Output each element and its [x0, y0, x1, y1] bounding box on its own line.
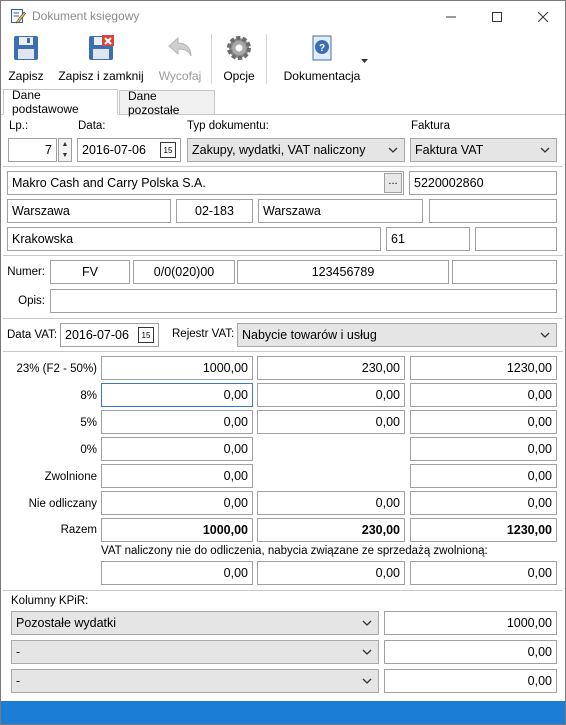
- tab-other-data[interactable]: Dane pozostałe: [119, 90, 215, 115]
- rate-label: 5%: [80, 417, 97, 429]
- street-input[interactable]: Krakowska: [7, 227, 381, 251]
- kpir-amount-input[interactable]: 1000,00: [384, 611, 557, 635]
- toolbar-separator: [266, 34, 267, 84]
- maximize-button[interactable]: [474, 1, 520, 32]
- toolbar-separator: [211, 34, 212, 84]
- nip-input[interactable]: 5220002860: [409, 171, 557, 195]
- total-label: Razem: [60, 524, 97, 536]
- rate-label: Nie odliczany: [28, 498, 97, 510]
- contractor-lookup-button[interactable]: ...: [384, 173, 402, 193]
- net-amount-input[interactable]: 1000,00: [101, 356, 253, 380]
- spin-up-icon[interactable]: ▲: [61, 141, 69, 148]
- kpir-column-select[interactable]: [11, 669, 379, 693]
- tab-basic-data[interactable]: Dane podstawowe: [3, 89, 118, 115]
- minimize-button[interactable]: [428, 1, 474, 32]
- document-type-value: Zakupy, wydatki, VAT naliczony: [192, 143, 366, 157]
- document-type-label: Typ dokumentu:: [187, 120, 269, 132]
- save-button[interactable]: [7, 34, 45, 86]
- documentation-label: Dokumentacja: [283, 69, 361, 83]
- chevron-down-icon: [540, 330, 550, 340]
- net-amount-input[interactable]: 0,00: [101, 410, 253, 434]
- vat-register-select[interactable]: [237, 323, 557, 347]
- post-office-input[interactable]: Warszawa: [258, 199, 423, 223]
- description-input[interactable]: [50, 289, 557, 313]
- nondeductible-vat-input[interactable]: 0,00: [257, 561, 405, 585]
- number-suffix-input[interactable]: [452, 260, 557, 284]
- net-amount-input[interactable]: 0,00: [101, 464, 253, 488]
- help-document-icon: [308, 34, 336, 65]
- vat-amount-input[interactable]: 0,00: [257, 383, 405, 407]
- postal-code-input[interactable]: 02-183: [176, 199, 253, 223]
- documentation-dropdown-icon[interactable]: [361, 53, 368, 67]
- floppy-disk-icon: [12, 34, 40, 65]
- kpir-column-value: -: [16, 645, 21, 659]
- net-amount-input[interactable]: 0,00: [101, 437, 253, 461]
- kpir-column-value: Pozostałe wydatki: [16, 616, 117, 630]
- gross-amount-input[interactable]: 0,00: [410, 410, 557, 434]
- document-edit-icon: [10, 8, 26, 24]
- vat-amount-input[interactable]: 0,00: [257, 491, 405, 515]
- kpir-column-select[interactable]: [11, 640, 379, 664]
- section-divider: [3, 590, 563, 591]
- rate-label: 23% (F2 - 50%): [16, 363, 97, 375]
- address-extra-input[interactable]: [429, 199, 557, 223]
- invoice-type-value: Faktura VAT: [415, 143, 484, 157]
- total-vat: 230,00: [257, 518, 405, 542]
- number-series-input[interactable]: 0/0(020)00: [133, 260, 235, 284]
- kpir-label: Kolumny KPiR:: [11, 595, 89, 607]
- total-net: 1000,00: [101, 518, 253, 542]
- number-input[interactable]: 123456789: [237, 260, 449, 284]
- status-bar: [1, 701, 565, 725]
- document-type-select[interactable]: [187, 138, 405, 162]
- vat-register-label: Rejestr VAT:: [172, 328, 235, 340]
- chevron-down-icon: [362, 647, 372, 657]
- net-amount-input[interactable]: 0,00: [101, 491, 253, 515]
- kpir-amount-input[interactable]: 0,00: [384, 640, 557, 664]
- window-title: Dokument księgowy: [32, 9, 140, 23]
- net-amount-input[interactable]: 0,00: [101, 383, 253, 407]
- nondeductible-net-input[interactable]: 0,00: [101, 561, 253, 585]
- lp-label: Lp.:: [9, 120, 29, 132]
- options-label: Opcje: [223, 69, 255, 83]
- spin-down-icon[interactable]: ▼: [61, 152, 69, 159]
- section-divider: [3, 351, 563, 352]
- number-prefix-input[interactable]: FV: [50, 260, 130, 284]
- kpir-amount-input[interactable]: 0,00: [384, 669, 557, 693]
- date-label: Data:: [78, 120, 106, 132]
- rate-label: 8%: [80, 390, 97, 402]
- house-number-input[interactable]: 61: [386, 227, 470, 251]
- vat-register-value: Nabycie towarów i usług: [242, 328, 377, 342]
- nondeductible-label: VAT naliczony nie do odliczenia, nabycia związane ze sprzedażą zwolnioną:: [101, 545, 488, 557]
- save-label: Zapisz: [8, 69, 44, 83]
- chevron-down-icon: [362, 676, 372, 686]
- contractor-name-input[interactable]: [7, 171, 404, 195]
- section-divider: [3, 166, 563, 167]
- section-divider: [3, 255, 563, 256]
- gross-amount-input[interactable]: 1230,00: [410, 356, 557, 380]
- documentation-button[interactable]: [281, 34, 363, 86]
- gross-amount-input[interactable]: 0,00: [410, 437, 557, 461]
- invoice-label: Faktura: [411, 120, 450, 132]
- floppy-disk-close-icon: [87, 34, 115, 65]
- gross-amount-input[interactable]: 0,00: [410, 464, 557, 488]
- options-button[interactable]: [219, 34, 259, 86]
- chevron-down-icon: [540, 145, 550, 155]
- city-input[interactable]: Warszawa: [7, 199, 171, 223]
- vat-date-label: Data VAT:: [7, 329, 58, 341]
- lp-spinner[interactable]: [58, 138, 72, 162]
- kpir-column-value: -: [16, 674, 21, 688]
- gear-icon: [225, 34, 253, 65]
- rate-label: 0%: [80, 444, 97, 456]
- svg-text:?: ?: [318, 43, 326, 54]
- chevron-down-icon: [388, 145, 398, 155]
- rate-label: Zwolnione: [44, 471, 97, 483]
- total-gross: 1230,00: [410, 518, 557, 542]
- save-and-close-button[interactable]: [57, 34, 145, 86]
- invoice-type-select[interactable]: [410, 138, 557, 162]
- save-and-close-label: Zapisz i zamknij: [58, 69, 144, 83]
- vat-date-value: 2016-07-06: [65, 328, 129, 342]
- vat-amount-input[interactable]: 0,00: [257, 410, 405, 434]
- lp-input[interactable]: 7: [8, 138, 57, 162]
- vat-amount-input[interactable]: 230,00: [257, 356, 405, 380]
- undo-label: Wycofaj: [158, 69, 202, 83]
- gross-amount-input[interactable]: 0,00: [410, 491, 557, 515]
- chevron-down-icon: [362, 618, 372, 628]
- contractor-name: Makro Cash and Carry Polska S.A.: [12, 176, 206, 190]
- apartment-number-input[interactable]: [475, 227, 557, 251]
- section-divider: [3, 318, 563, 319]
- description-label: Opis:: [18, 295, 45, 307]
- nondeductible-gross-input[interactable]: 0,00: [410, 561, 557, 585]
- close-button[interactable]: [520, 1, 566, 32]
- calendar-icon[interactable]: 15: [138, 327, 154, 343]
- gross-amount-input[interactable]: 0,00: [410, 383, 557, 407]
- number-label: Numer:: [7, 266, 45, 278]
- kpir-column-select[interactable]: [11, 611, 379, 635]
- calendar-icon[interactable]: 15: [160, 142, 176, 158]
- date-value: 2016-07-06: [82, 143, 146, 157]
- undo-button[interactable]: [155, 34, 205, 86]
- undo-arrow-icon: [166, 34, 194, 65]
